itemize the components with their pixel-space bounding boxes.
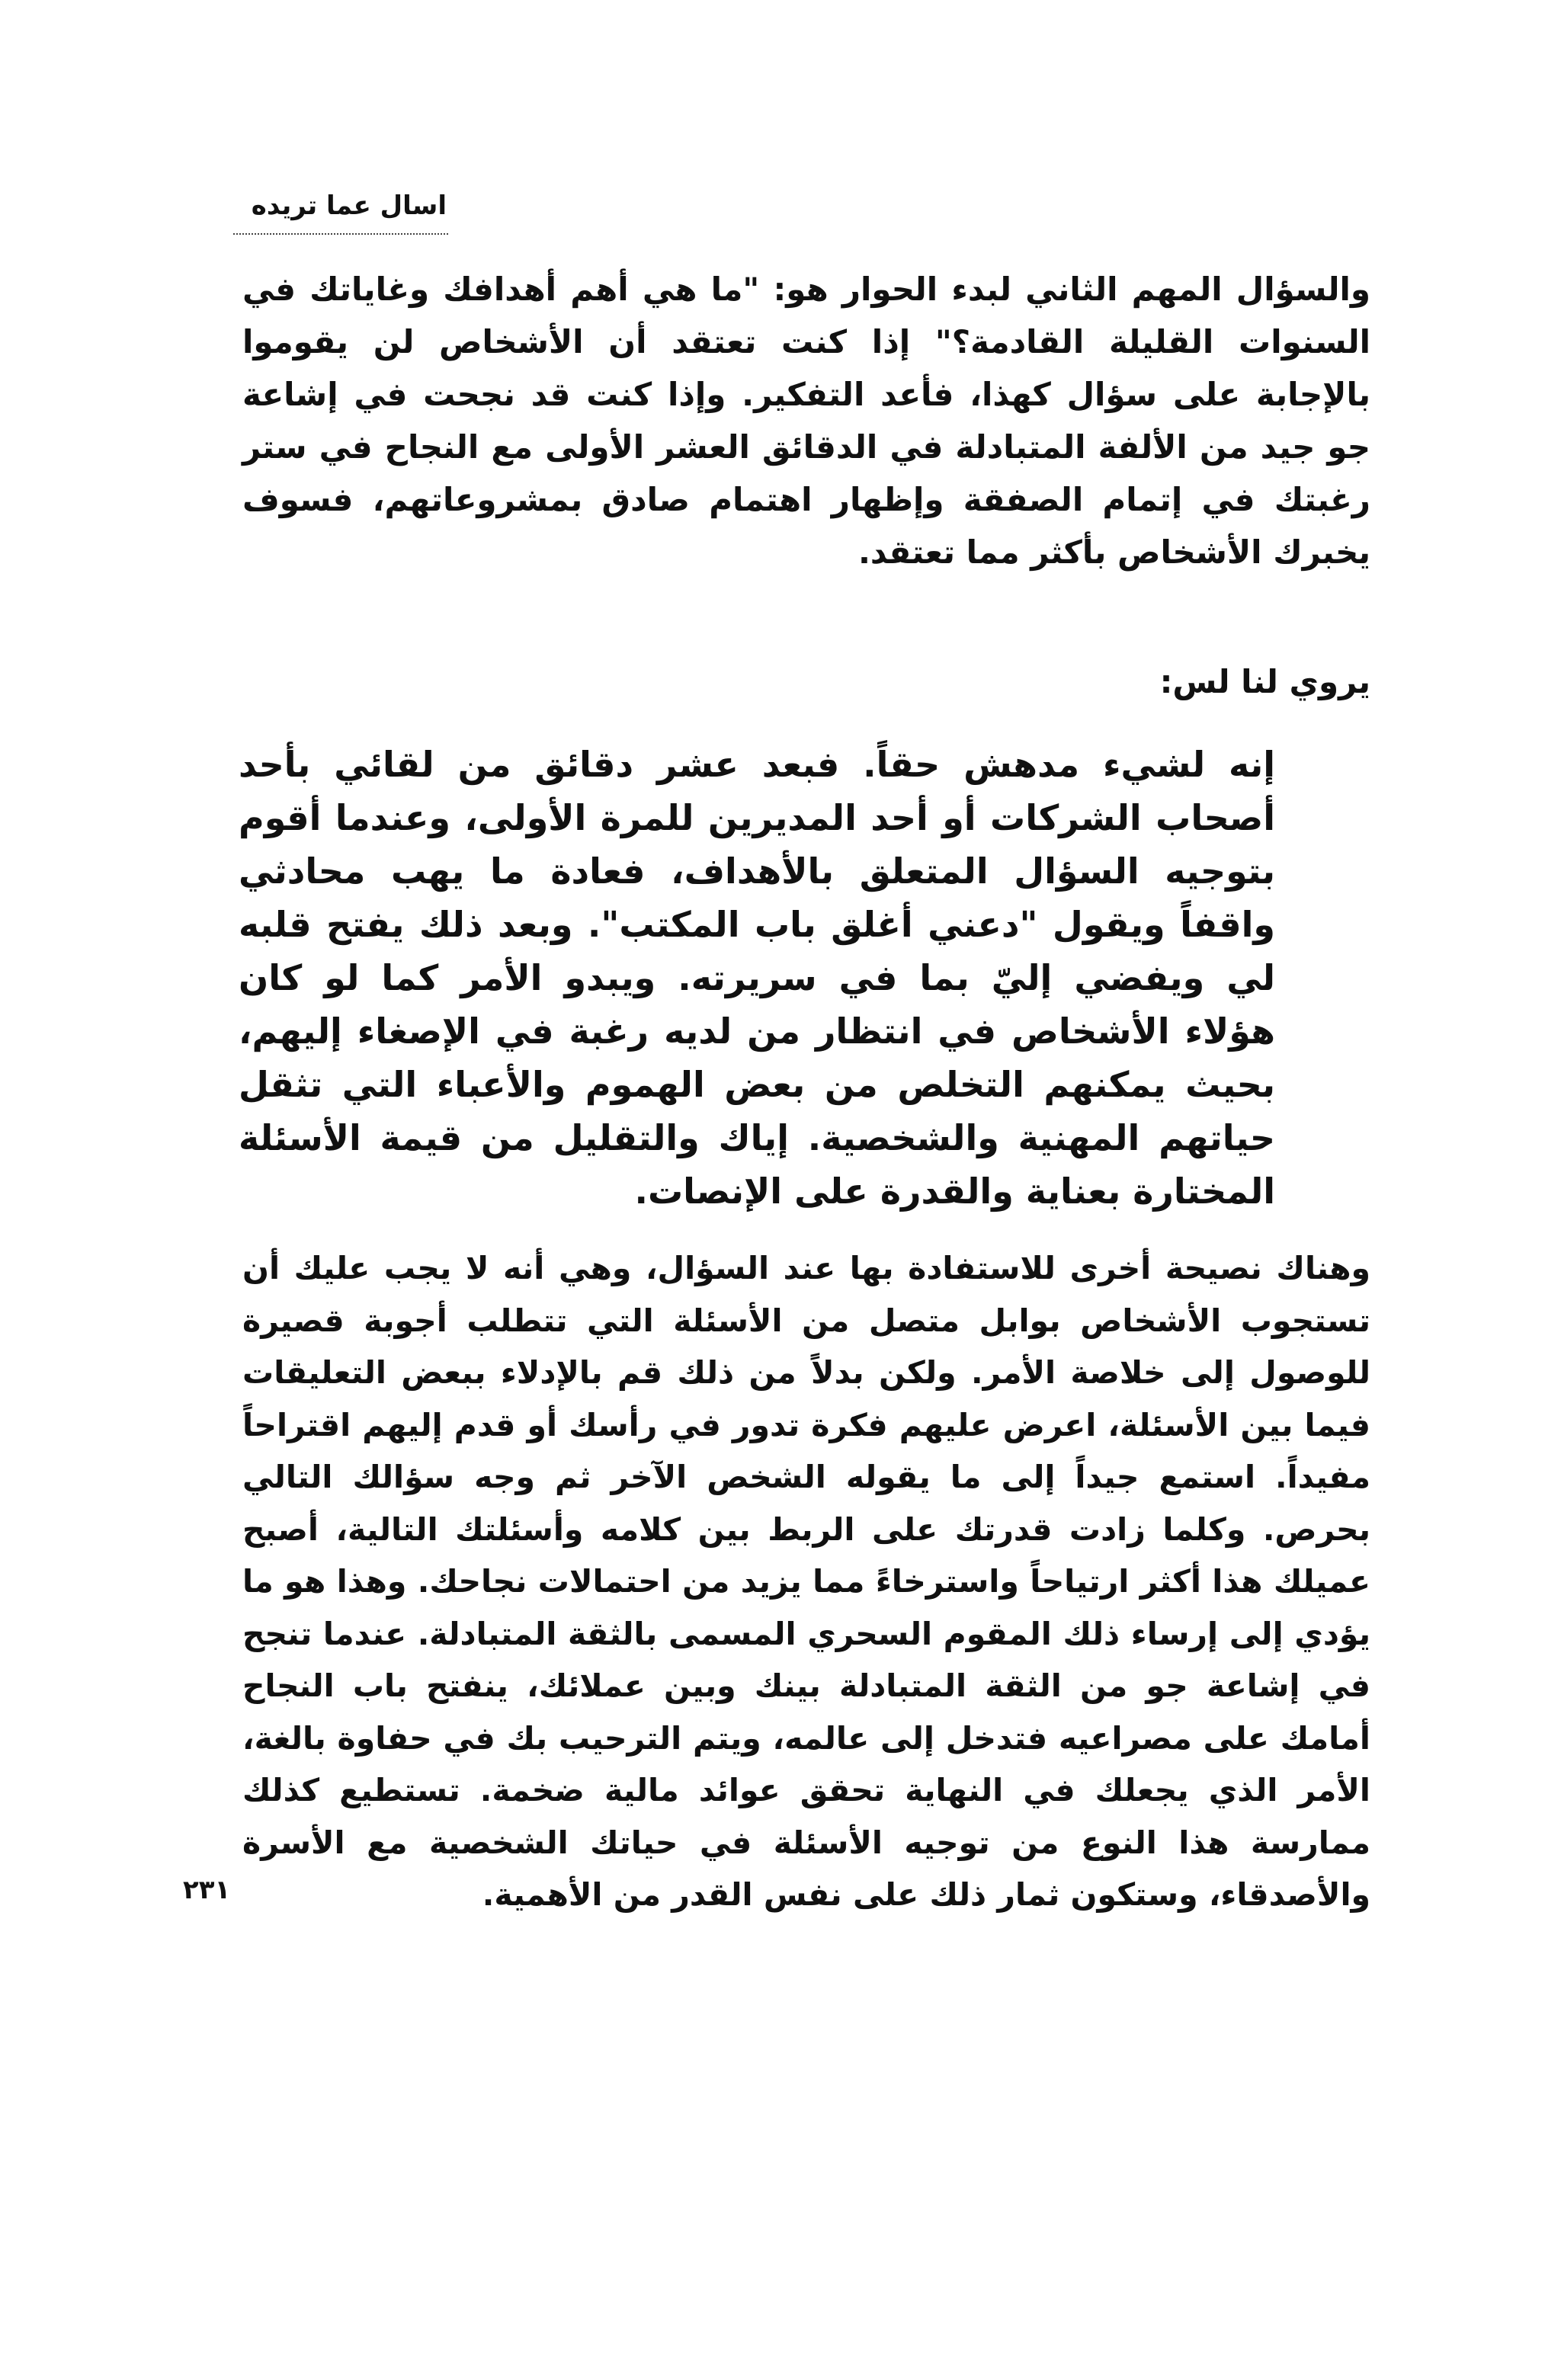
page-number: ٢٣١ [183,1875,231,1905]
quote-block: إنه لشيء مدهش حقاً. فبعد عشر دقائق من لقائي بأحد أصحاب الشركات أو أحد المديرين للمرة الأولى، وعندما أقوم بتوجيه السؤال المتعلق بالأهداف، فعادة ما يهب محادثي واقفاً ويقول "دعني أغلق باب المكتب". وبعد ذلك يفتح قلبه لي ويفضي إليّ بما في سريرته. ويبدو الأمر كما لو كان هؤلاء الأشخاص في انتظار من لديه رغبة في الإصغاء إليهم، بحيث يمكنهم التخلص من بعض الهموم والأعباء التي تثقل حياتهم المهنية والشخصية. إياك والتقليل من قيمة الأسئلة المختارة بعناية والقدرة على الإنصات. [239,744,1275,1212]
advice-paragraph: وهناك نصيحة أخرى للاستفادة بها عند السؤال، وهي أنه لا يجب عليك أن تستجوب الأشخاص بوابل متصل من الأسئلة التي تتطلب أجوبة قصيرة للوصول إلى خلاصة الأمر. ولكن بدلاً من ذلك قم بالإدلاء ببعض التعليقات فيما بين الأسئلة، اعرض عليهم فكرة تدور في رأسك أو قدم إليهم اقتراحاً مفيداً. استمع جيداً إلى ما يقوله الشخص الآخر ثم وجه سؤالك التالي بحرص. وكلما زادت قدرتك على الربط بين كلامه وأسئلتك التالية، أصبح عميلك هذا أكثر ارتياحاً واسترخاءً مما يزيد من احتمالات نجاحك. وهذا هو ما يؤدي إلى إرساء ذلك المقوم السحري المسمى بالثقة المتبادلة. عندما تنجح في إشاعة جو من الثقة المتبادلة بينك وبين عملائك، ينفتح باب النجاح أمامك على مصراعيه فتدخل إلى عالمه، ويتم الترحيب بك في حفاوة بالغة، الأمر الذي يجعلك في النهاية تحقق عوائد مالية ضخمة. تستطيع كذلك ممارسة هذا النوع من توجيه الأسئلة في حياتك الشخصية مع الأسرة والأصدقاء، وستكون ثمار ذلك على نفس القدر من الأهمية. [242,1250,1370,1913]
header-divider [233,233,448,235]
narrator-line: يروي لنا لس: [1159,663,1370,700]
running-header: اسال عما تريده [251,191,447,221]
intro-paragraph: والسؤال المهم الثاني لبدء الحوار هو: "ما هي أهم أهدافك وغاياتك في السنوات القليلة القادمة؟" إذا كنت تعتقد أن الأشخاص لن يقوموا بالإجابة على سؤال كهذا، فأعد التفكير. وإذا كنت قد نجحت في إشاعة جو جيد من الألفة المتبادلة في الدقائق العشر الأولى مع النجاح في ستر رغبتك في إتمام الصفقة وإظهار اهتمام صادق بمشروعاتهم، فسوف يخبرك الأشخاص بأكثر مما تعتقد. [242,271,1370,571]
